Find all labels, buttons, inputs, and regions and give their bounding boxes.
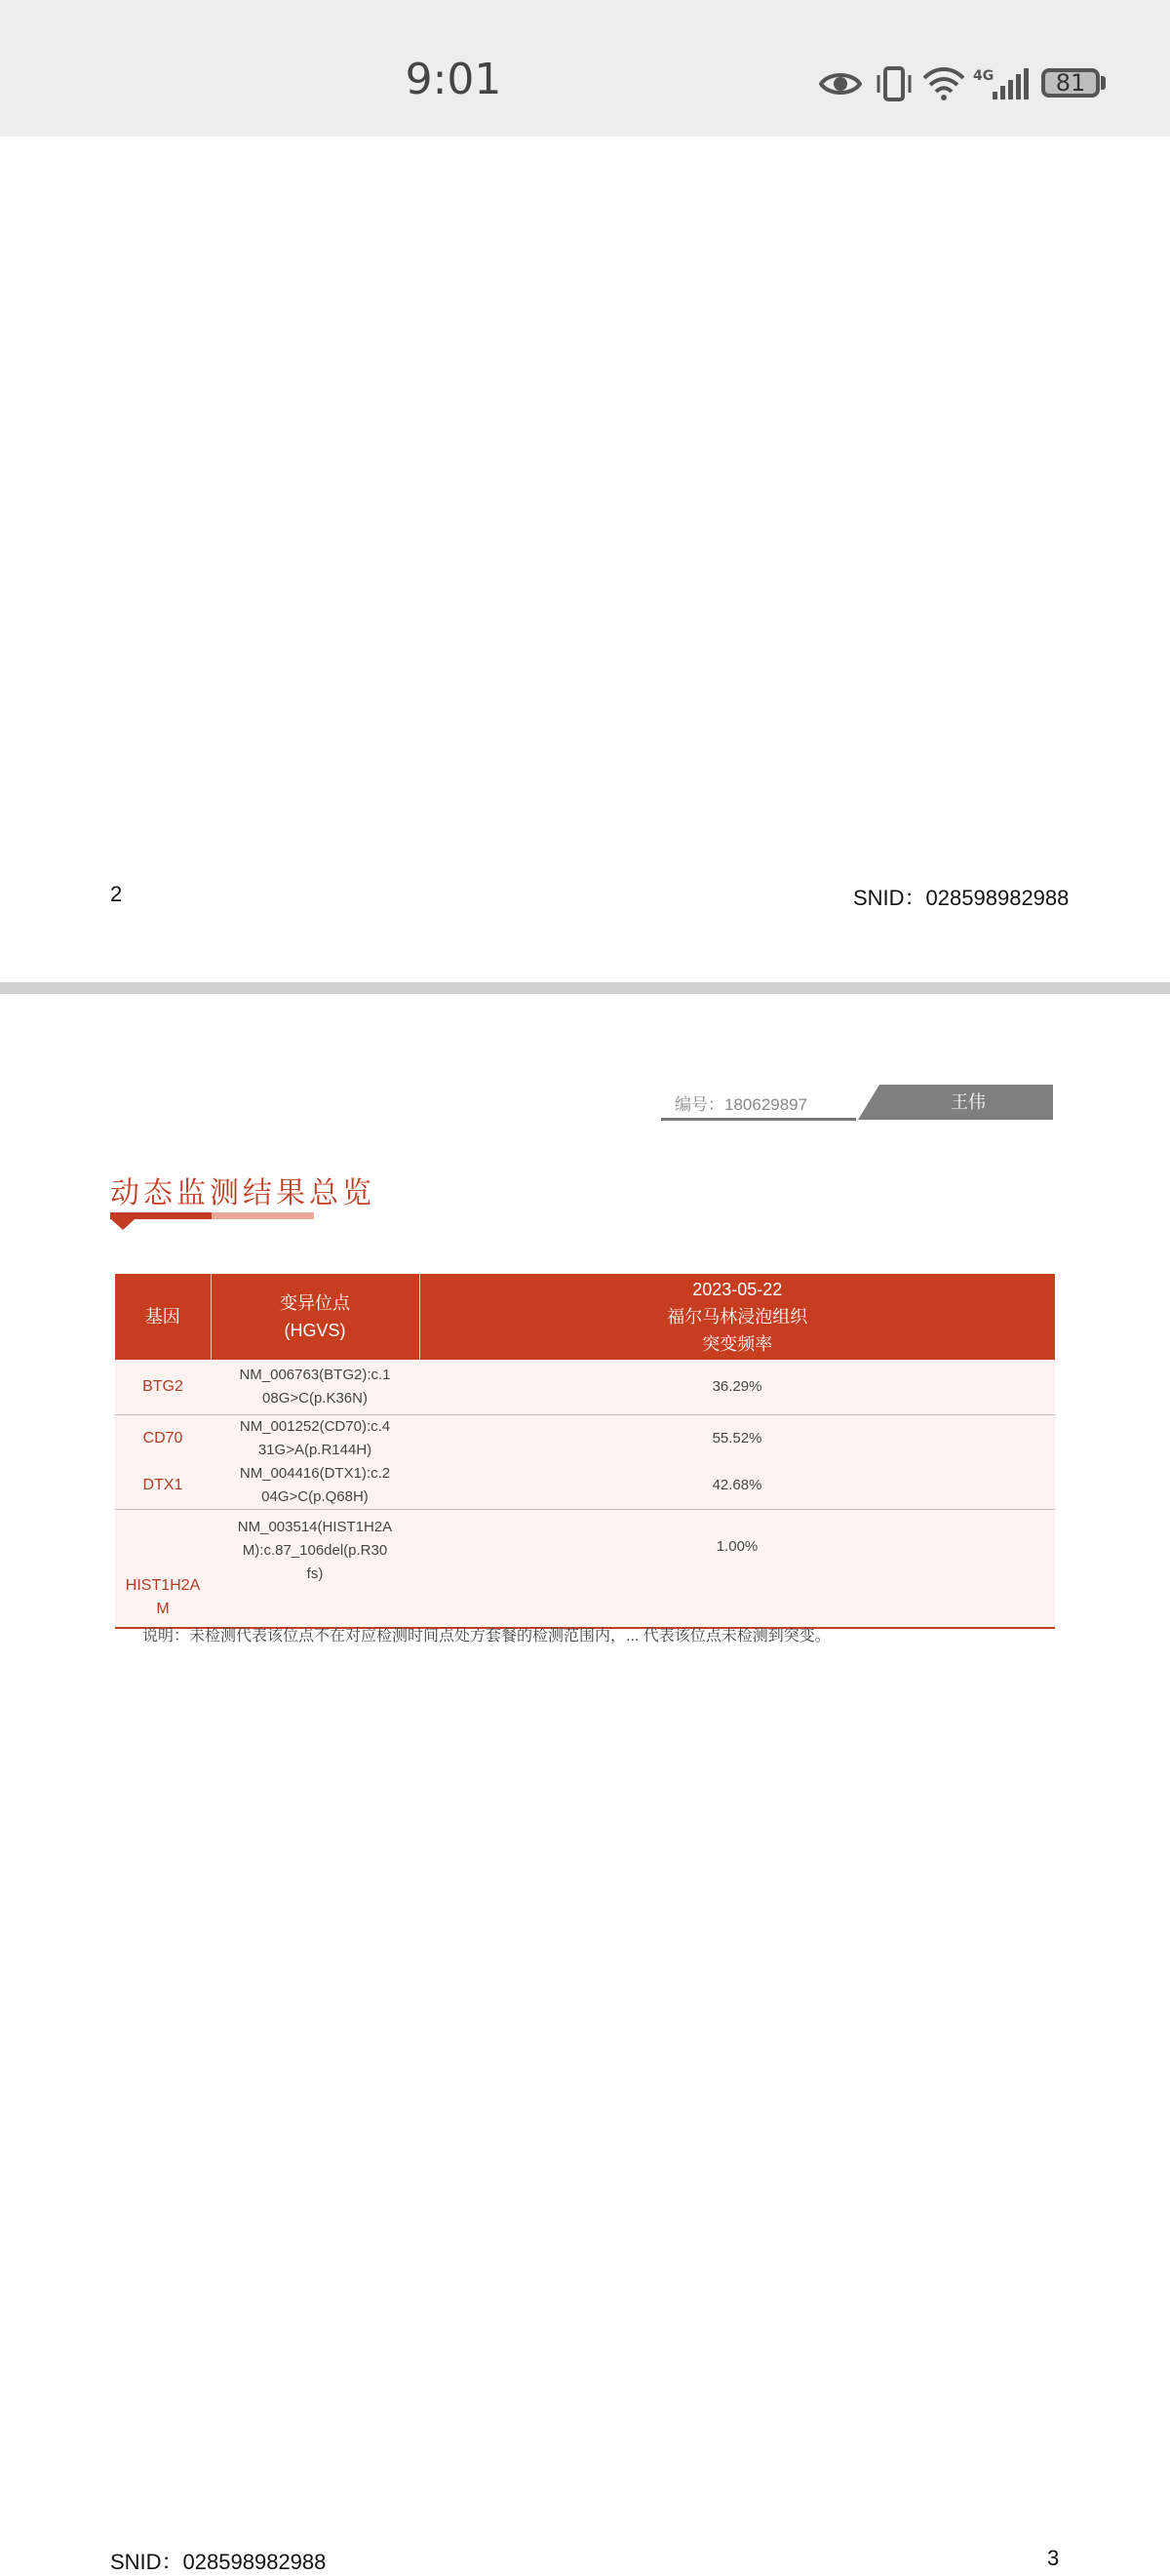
hgvs-line: NM_006763(BTG2):c.1: [239, 1367, 391, 1383]
hgvs-line: 08G>C(p.K36N): [262, 1390, 368, 1407]
gene-line: HIST1H2A: [125, 1577, 201, 1594]
frequency-cell: 36.29%: [419, 1360, 1055, 1415]
header-date: 2023-05-22: [692, 1280, 783, 1299]
table-row: [115, 1415, 1055, 1463]
status-bar: [0, 0, 1170, 137]
hgvs-line: fs): [306, 1565, 324, 1582]
frequency-cell: 1.00%: [419, 1510, 1055, 1629]
table-row: [115, 1462, 1055, 1510]
table-note: 说明：未检测代表该位点不在对应检测时间点处方套餐的检测范围内，... 代表该位点未检测到突变。: [142, 1628, 831, 1645]
prev-page-snid: SNID：028598982988: [853, 886, 1070, 910]
hgvs-cell: [211, 1360, 419, 1415]
gene-cell: BTG2: [115, 1360, 211, 1415]
hgvs-line: 04G>C(p.Q68H): [261, 1488, 369, 1505]
gene-cell: DTX1: [115, 1462, 211, 1510]
eye-icon: [819, 68, 862, 99]
header-gene: 基因: [115, 1274, 211, 1360]
section-title: 动态监测结果总览: [110, 1177, 375, 1209]
report-id: 编号：180629897: [675, 1095, 808, 1114]
hgvs-line: 31G>A(p.R144H): [257, 1442, 372, 1458]
header-id-underline: [661, 1118, 856, 1121]
header-timepoint: [419, 1274, 1055, 1360]
section-underline-light: [212, 1212, 314, 1219]
network-type-label: 4G: [973, 68, 994, 84]
gene-cell: CD70: [115, 1415, 211, 1463]
hgvs-cell: [211, 1415, 419, 1463]
wifi-icon: [922, 66, 965, 101]
section-underline-dark: [110, 1212, 212, 1219]
frequency-cell: 42.68%: [419, 1462, 1055, 1510]
hgvs-cell: [211, 1510, 419, 1629]
frequency-cell: 55.52%: [419, 1415, 1055, 1463]
table-row: [115, 1360, 1055, 1415]
header-variant: [211, 1274, 419, 1360]
battery-tip: [1101, 76, 1106, 90]
header-metric: 突变频率: [702, 1334, 773, 1354]
hgvs-line: NM_004416(DTX1):c.2: [239, 1465, 391, 1482]
page-divider: [0, 982, 1170, 994]
section-marker-triangle: [111, 1219, 135, 1230]
gene-cell: [115, 1510, 211, 1629]
gene-line: M: [156, 1601, 170, 1617]
patient-name: 王伟: [951, 1092, 986, 1112]
header-variant-line1: 变异位点: [280, 1293, 350, 1313]
header-sample: 福尔马林浸泡组织: [667, 1307, 808, 1327]
prev-page-number: 2: [110, 882, 123, 906]
table-row: [115, 1510, 1055, 1629]
hgvs-cell: [211, 1462, 419, 1510]
hgvs-line: NM_001252(CD70):c.4: [239, 1418, 391, 1435]
header-variant-line2: (HGVS): [284, 1321, 346, 1340]
results-table: [115, 1274, 1055, 1629]
signal-icon: [991, 66, 1030, 101]
table-header-row: [115, 1274, 1055, 1360]
clock: 9:01: [405, 55, 502, 104]
vibrate-icon: [874, 66, 915, 101]
hgvs-line: NM_003514(HIST1H2A: [237, 1519, 393, 1535]
page-snid: SNID：028598982988: [110, 2550, 327, 2574]
page-number: 3: [1047, 2546, 1060, 2570]
battery-icon: 81: [1041, 68, 1100, 98]
hgvs-line: M):c.87_106del(p.R30: [242, 1542, 388, 1559]
